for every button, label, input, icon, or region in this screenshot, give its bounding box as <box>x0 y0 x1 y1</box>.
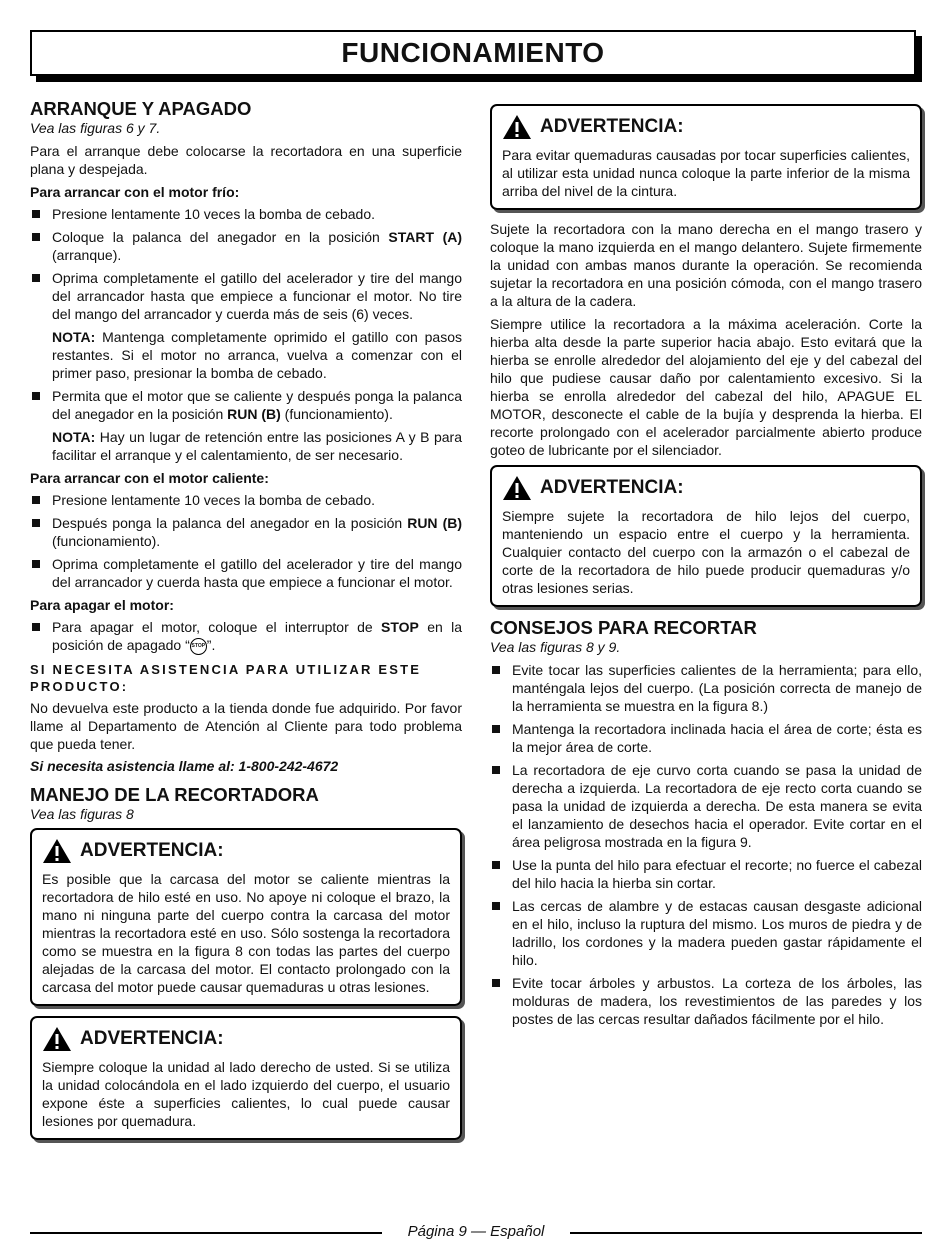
asistencia-phone: Si necesita asistencia llame al: 1-800-242-4672 <box>30 757 339 774</box>
list-item: Presione lentamente 10 veces la bomba de cebado. <box>30 205 462 223</box>
apagar-list <box>30 618 462 655</box>
list-text: ”. <box>206 637 216 653</box>
list-item <box>30 514 462 550</box>
frio-list-2 <box>30 387 462 423</box>
list-text: (arranque). <box>52 247 122 263</box>
warning-text: Siempre sujete la recortadora de hilo lejos del cuerpo, manteniendo un espacio entre el cuerpo y la herramienta. Cualquier contacto del cuerpo con la armazón o el cabezal de corte de la recortadora de hilo puede producir quemaduras y/o otras lesiones serias. <box>502 508 910 596</box>
warning-text: Es posible que la carcasa del motor se caliente mientras la recortadora de hilo esté en uso. No apoye ni coloque el brazo, la mano ni ninguna parte del cuerpo contra la carcasa del motor mientras la recortadora esté en uso. Sólo sostenga la recortadora como se muestra en la figura 8 con todas las partes del cuerpo alejadas de la carcasa del motor. El contacto prolongado con la carcasa del motor puede causar quemaduras u otras lesiones. <box>42 870 450 995</box>
warning-triangle-icon <box>502 475 532 501</box>
list-item: Oprima completamente el gatillo del acelerador y tire del mango del arrancador hasta que empiece a funcionar el motor. No tire del mango del arrancador y cuerda más de seis (6) veces. <box>30 269 462 323</box>
frio-list <box>30 205 462 323</box>
right-column <box>490 104 922 1033</box>
footer-text: Página 9 — Español <box>398 1223 555 1240</box>
apagar-label: Para apagar el motor: <box>30 597 174 613</box>
nota-1 <box>30 328 462 382</box>
arranque-figs: Vea las figuras 6 y 7. <box>30 120 161 136</box>
manejo-figs: Vea las figuras 8 <box>30 805 134 822</box>
list-text: (funcionamiento). <box>280 406 393 422</box>
arranque-heading: ARRANQUE Y APAGADO <box>30 98 252 119</box>
nota-text: Hay un lugar de retención entre las posiciones A y B para facilitar el arranque y el calentamiento, de ser necesario. <box>52 429 462 463</box>
list-text-bold: STOP <box>380 619 419 635</box>
list-text: en la posición de apagado “ <box>52 619 463 653</box>
list-item <box>30 618 462 655</box>
warning-box-2 <box>30 1016 462 1140</box>
list-text: Permita que el motor que se caliente y después ponga la palanca del anegador en la posición <box>52 388 462 422</box>
warning-title: ADVERTENCIA: <box>80 839 224 861</box>
arranque-intro: Para el arranque debe colocarse la recortadora en una superficie plana y despejada. <box>30 143 462 177</box>
list-text-bold: RUN (B) <box>407 515 463 531</box>
manejo-heading: MANEJO DE LA RECORTADORA <box>30 783 319 805</box>
warning-title: ADVERTENCIA: <box>540 477 684 498</box>
footer-text-wrap <box>30 1222 922 1242</box>
list-item: Use la punta del hilo para efectuar el recorte; no fuerce el cabezal del hilo hacia la hierba sin cortar. <box>490 856 922 892</box>
warning-box-1 <box>30 828 462 1006</box>
caliente-label: Para arrancar con el motor caliente: <box>30 470 269 486</box>
warning-header <box>502 475 910 501</box>
list-text: Para apagar el motor, coloque el interruptor de <box>52 619 381 635</box>
warning-triangle-icon <box>502 114 532 140</box>
stop-icon: STOP <box>190 638 207 655</box>
caliente-list <box>30 491 462 591</box>
warning-triangle-icon <box>42 838 72 864</box>
nota-label: NOTA: <box>52 329 96 345</box>
warning-header <box>42 838 450 864</box>
list-item: Oprima completamente el gatillo del acelerador y tire del mango del arrancador y cuerda hasta que empiece a funcionar el motor. <box>30 555 462 591</box>
paragraph-sujete: Sujete la recortadora con la mano derecha en el mango trasero y coloque la mano izquierda en el mango delantero. Sujete firmemente la unidad con ambas manos durante la operación. Se recomienda sujetar la recortadora en una posición cómoda, con el mango trasero a la altura de la cadera. <box>490 221 922 309</box>
warning-box-4 <box>490 465 922 607</box>
list-item: Presione lentamente 10 veces la bomba de cebado. <box>30 491 462 509</box>
warning-triangle-icon <box>42 1026 72 1052</box>
list-item: Mantenga la recortadora inclinada hacia el área de corte; ésta es la mejor área de corte. <box>490 720 922 756</box>
warning-title: ADVERTENCIA: <box>540 116 684 137</box>
consejos-list <box>490 661 922 1028</box>
paragraph-siempre: Siempre utilice la recortadora a la máxima aceleración. Corte la hierba alta desde la parte superior hacia abajo. Esto evitará que la hierba se enrolle alrededor del alojamiento del eje y del cabezal del hilo que pudiese causar daño por calentamiento excesivo. Si la hierba se enrolla alrededor del cabezal del hilo, APAGUE EL MOTOR, desconecte el cable de la bujía y desprenda la hierba. El recorte prolongado con el acelerador parcialmente abierto produce goteo de lubricante por el silenciador. <box>490 316 922 458</box>
page-title-box <box>30 30 916 76</box>
asistencia-heading: SI NECESITA ASISTENCIA PARA UTILIZAR ESTE PRODUCTO: <box>30 661 422 694</box>
left-column <box>30 98 462 1150</box>
warning-text: Siempre coloque la unidad al lado derecho de usted. Si se utiliza la unidad colocándola en el lado izquierdo del cuerpo, el usuario expone éste a superficies calientes, lo cual puede causar lesiones por quemadura. <box>42 1058 450 1129</box>
list-text: Después ponga la palanca del anegador en la posición <box>52 515 408 531</box>
list-item: Las cercas de alambre y de estacas causan desgaste adicional en el hilo, incluso la ruptura del mismo. Los muros de piedra y de ladrillo, los cordones y la madera pueden gastar rápidamente el hilo. <box>490 897 922 969</box>
consejos-heading: CONSEJOS PARA RECORTAR <box>490 617 757 638</box>
warning-header <box>42 1026 450 1052</box>
frio-label: Para arrancar con el motor frío: <box>30 184 240 200</box>
nota-label: NOTA: <box>52 429 96 445</box>
consejos-figs: Vea las figuras 8 y 9. <box>490 639 621 655</box>
warning-title: ADVERTENCIA: <box>80 1027 224 1049</box>
warning-header <box>502 114 910 140</box>
page-footer <box>30 1222 922 1242</box>
page-title: FUNCIONAMIENTO <box>341 37 605 68</box>
nota-2 <box>30 428 462 464</box>
list-item: Evite tocar las superficies calientes de la herramienta; para ello, manténgala lejos del cuerpo. (La posición correcta de manejo de la herramienta se muestra en la figura 8.) <box>490 661 922 715</box>
asistencia-text: No devuelva este producto a la tienda donde fue adquirido. Por favor llame al Departamento de Atención al Cliente para todo problema que pueda tener. <box>30 699 462 752</box>
list-item: Evite tocar árboles y arbustos. La corteza de los árboles, las molduras de madera, los revestimientos de las paredes y los postes de las cercas resultar dañados fácilmente por el hilo. <box>490 974 922 1028</box>
list-text-bold: START (A) <box>388 229 463 245</box>
list-item <box>30 228 462 264</box>
list-text: Coloque la palanca del anegador en la posición <box>52 229 389 245</box>
list-text: (funcionamiento). <box>52 533 161 549</box>
list-text-bold: RUN (B) <box>227 406 281 422</box>
warning-text: Para evitar quemaduras causadas por tocar superficies calientes, al utilizar esta unidad nunca coloque la parte inferior de la misma arriba del nivel de la cintura. <box>502 147 910 199</box>
list-item: La recortadora de eje curvo corta cuando se pasa la unidad de derecha a izquierda. La recortadora de eje recto corta cuando se pasa la unidad de izquierda a derecha. De esta manera se evita el lanzamiento de desechos hacia el operador. Evite cortar en el área peligrosa mostrada en la figura 9. <box>490 761 922 851</box>
list-item <box>30 387 462 423</box>
nota-text: Mantenga completamente oprimido el gatillo con pasos restantes. Si el motor no arranca, vuelva a comenzar con el primer paso, presionar la bomba de cebado. <box>52 329 462 381</box>
warning-box-3 <box>490 104 922 210</box>
